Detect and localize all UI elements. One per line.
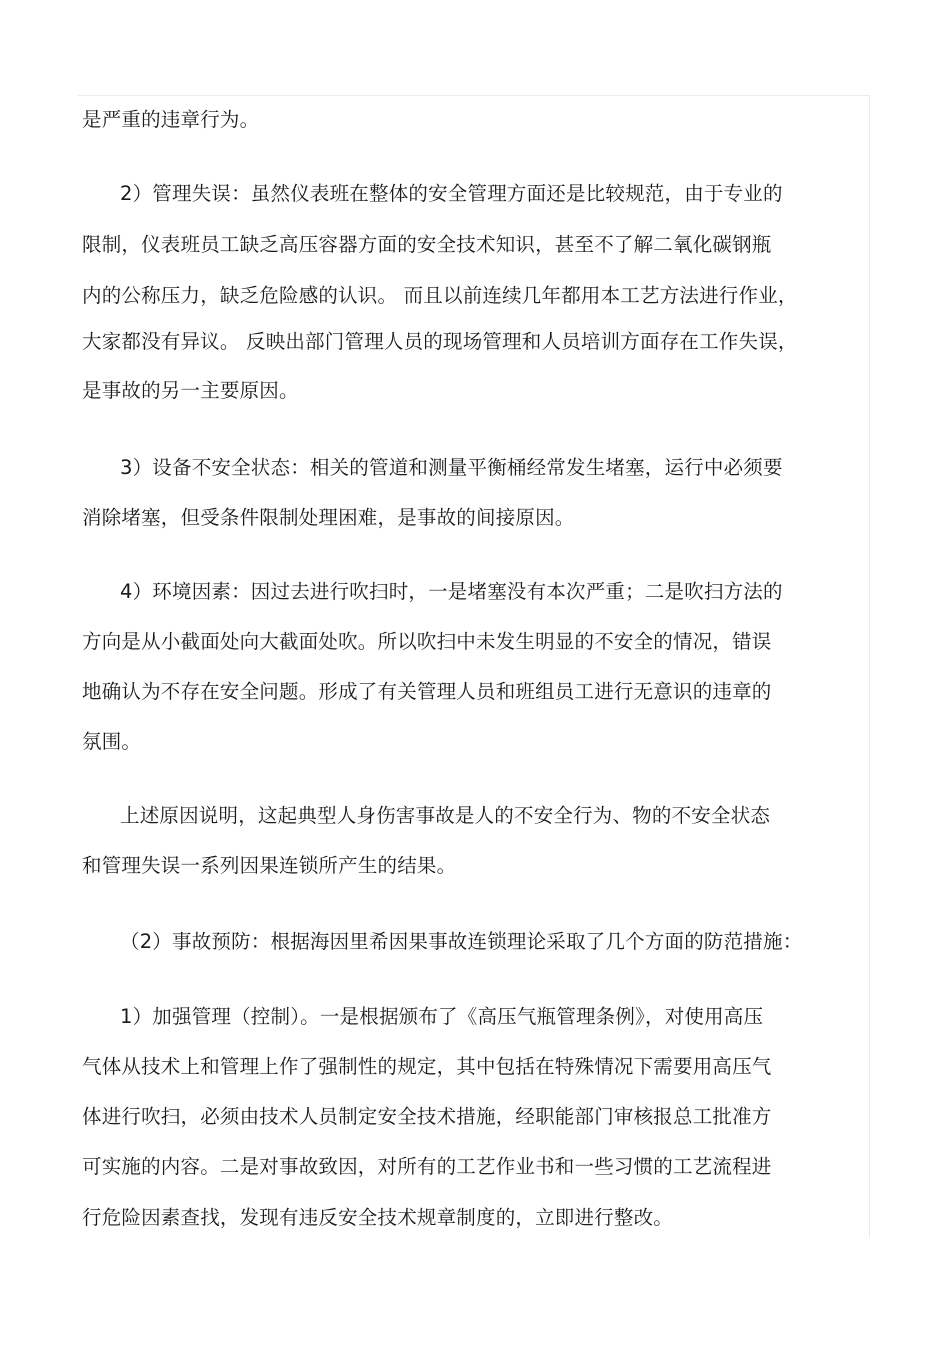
- text-line: 限制，仪表班员工缺乏高压容器方面的安全技术知识，甚至不了解二氧化碳钢瓶: [82, 233, 772, 256]
- text-line: 4）环境因素：因过去进行吹扫时，一是堵塞没有本次严重；二是吹扫方法的: [120, 580, 783, 603]
- text-line: 是事故的另一主要原因。: [82, 379, 299, 402]
- text-line: 地确认为不存在安全问题。形成了有关管理人员和班组员工进行无意识的违章的: [82, 680, 772, 703]
- text-line: 可实施的内容。二是对事故致因，对所有的工艺作业书和一些习惯的工艺流程进: [82, 1155, 772, 1178]
- text-line: （2）事故预防：根据海因里希因果事故连锁理论采取了几个方面的防范措施：: [120, 930, 803, 953]
- text-line: 2）管理失误：虽然仪表班在整体的安全管理方面还是比较规范，由于专业的: [120, 182, 783, 205]
- text-line: 3）设备不安全状态：相关的管道和测量平衡桶经常发生堵塞，运行中必须要: [120, 456, 783, 479]
- text-line: 氛围。: [82, 730, 142, 753]
- text-line: 内的公称压力，缺乏危险感的认识。 而且以前连续几年都用本工艺方法进行作业，: [82, 284, 798, 307]
- text-line: 体进行吹扫，必须由技术人员制定安全技术措施，经职能部门审核报总工批准方: [82, 1105, 772, 1128]
- text-line: 气体从技术上和管理上作了强制性的规定，其中包括在特殊情况下需要用高压气: [82, 1055, 772, 1078]
- text-line: 消除堵塞，但受条件限制处理困难，是事故的间接原因。: [82, 506, 575, 529]
- text-line: 行危险因素查找，发现有违反安全技术规章制度的，立即进行整改。: [82, 1206, 674, 1229]
- text-line: 方向是从小截面处向大截面处吹。所以吹扫中未发生明显的不安全的情况，错误: [82, 630, 772, 653]
- text-line: 1）加强管理（控制）。一是根据颁布了《高压气瓶管理条例》，对使用高压: [120, 1005, 764, 1028]
- text-line: 大家都没有异议。 反映出部门管理人员的现场管理和人员培训方面存在工作失误，: [82, 330, 798, 353]
- text-line: 上述原因说明，这起典型人身伤害事故是人的不安全行为、物的不安全状态: [120, 804, 771, 827]
- text-line: 是严重的违章行为。: [82, 108, 260, 131]
- text-line: 和管理失误一系列因果连锁所产生的结果。: [82, 854, 457, 877]
